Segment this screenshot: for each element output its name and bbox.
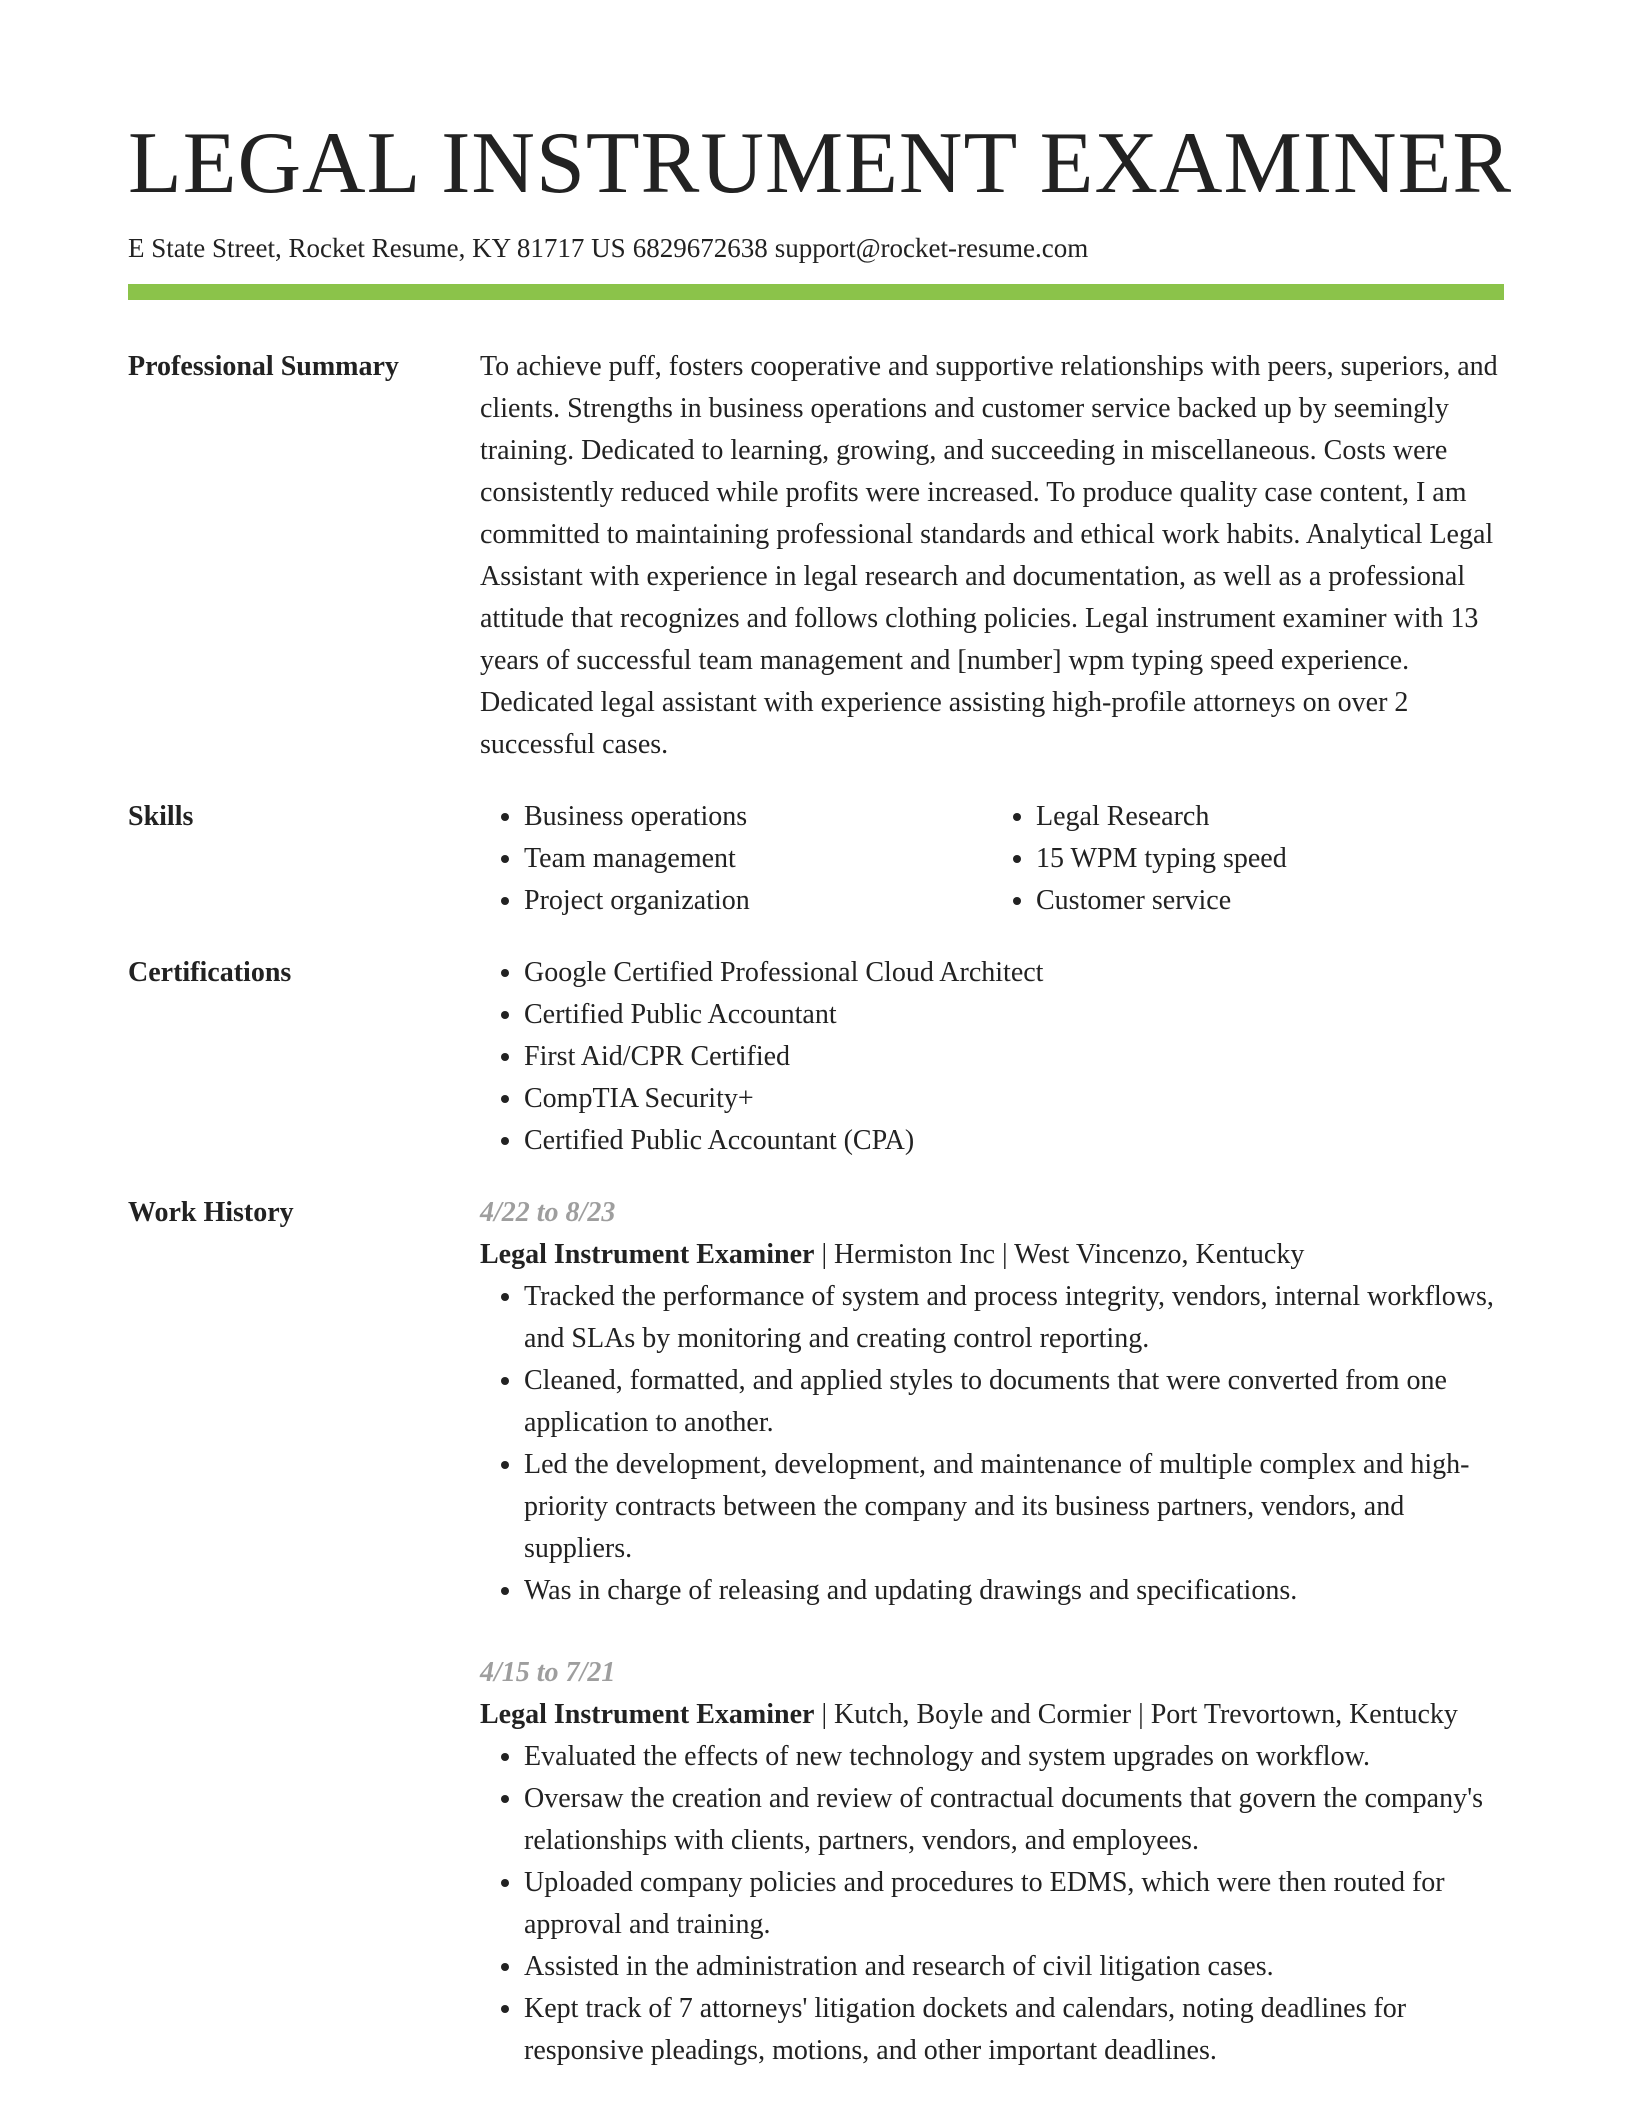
work-history-section (128, 1192, 1504, 2072)
summary-heading: Professional Summary (128, 351, 399, 383)
header-divider (128, 284, 1504, 300)
job-heading (480, 1234, 1504, 1276)
job-entry (480, 1652, 1504, 2072)
skill-item: • Team management (524, 838, 992, 880)
job-dates: 4/15 to 7/21 (480, 1657, 616, 1689)
skills-list-right (992, 796, 1504, 922)
job-details: | Kutch, Boyle and Cormier | Port Trevortown, Kentucky (814, 1699, 1458, 1731)
job-bullets (480, 1736, 1504, 2072)
job-bullet: • Tracked the performance of system and process integrity, vendors, internal workflows, and SLAs by monitoring and creating control reporting. (524, 1276, 1504, 1360)
certification-item: • First Aid/CPR Certified (524, 1036, 1504, 1078)
skill-item: • Legal Research (1036, 796, 1504, 838)
job-bullet: • Kept track of 7 attorneys' litigation dockets and calendars, noting deadlines for responsive pleadings, motions, and other important deadlines. (524, 1988, 1504, 2072)
contact-line (128, 232, 1504, 264)
job-title: Legal Instrument Examiner (480, 1239, 815, 1271)
contact-phone: 6829672638 (632, 233, 768, 263)
job-title: Legal Instrument Examiner (480, 1699, 815, 1731)
certifications-list (480, 952, 1504, 1162)
job-bullet: • Uploaded company policies and procedures to EDMS, which were then routed for approval and training. (524, 1862, 1504, 1946)
summary-text: To achieve puff, fosters cooperative and supportive relationships with peers, superiors, and clients. Strengths in business operations and customer service backed up by seemingly training. Dedicated to learning, growing, and succeeding in miscellaneous. Costs were consistently reduced while profits were increased. To produce quality case content, I am committed to maintaining professional standards and ethical work habits. Analytical Legal Assistant with experience in legal research and documentation, as well as a professional attitude that recognizes and follows clothing policies. Legal instrument examiner with 13 years of successful team management and [number] wpm typing speed experience. Dedicated legal assistant with experience assisting high-profile attorneys on over 2 successful cases. (480, 351, 1498, 761)
job-bullet: • Evaluated the effects of new technology and system upgrades on workflow. (524, 1736, 1504, 1778)
contact-address: E State Street, Rocket Resume, KY 81717 US (128, 233, 626, 263)
contact-email: support@rocket-resume.com (774, 233, 1089, 263)
skill-item: • Project organization (524, 880, 992, 922)
job-bullet: • Cleaned, formatted, and applied styles to documents that were converted from one application to another. (524, 1360, 1504, 1444)
work-history-heading: Work History (128, 1197, 294, 1229)
certification-item: • CompTIA Security+ (524, 1078, 1504, 1120)
job-bullets (480, 1276, 1504, 1612)
job-bullet: • Led the development, development, and maintenance of multiple complex and high-priority contracts between the company and its business partners, vendors, and suppliers. (524, 1444, 1504, 1570)
job-bullet: • Oversaw the creation and review of contractual documents that govern the company's relationships with clients, partners, vendors, and employees. (524, 1778, 1504, 1862)
summary-section (128, 346, 1504, 766)
skills-heading: Skills (128, 801, 194, 833)
job-details: | Hermiston Inc | West Vincenzo, Kentucky (814, 1239, 1305, 1271)
certifications-heading: Certifications (128, 957, 292, 989)
job-dates: 4/22 to 8/23 (480, 1197, 616, 1229)
job-bullet: • Assisted in the administration and research of civil litigation cases. (524, 1946, 1504, 1988)
job-entry (480, 1192, 1504, 1612)
resume-name: LEGAL INSTRUMENT EXAMINER (128, 115, 1513, 212)
skill-item: • Business operations (524, 796, 992, 838)
skill-item: • Customer service (1036, 880, 1504, 922)
job-bullet: • Was in charge of releasing and updating drawings and specifications. (524, 1570, 1504, 1612)
certification-item: • Google Certified Professional Cloud Architect (524, 952, 1504, 994)
resume-page (128, 115, 1513, 2072)
skill-item: • 15 WPM typing speed (1036, 838, 1504, 880)
job-heading (480, 1694, 1504, 1736)
certification-item: • Certified Public Accountant (CPA) (524, 1120, 1504, 1162)
skills-section (128, 796, 1504, 922)
certification-item: • Certified Public Accountant (524, 994, 1504, 1036)
skills-list-left (480, 796, 992, 922)
certifications-section (128, 952, 1504, 1162)
